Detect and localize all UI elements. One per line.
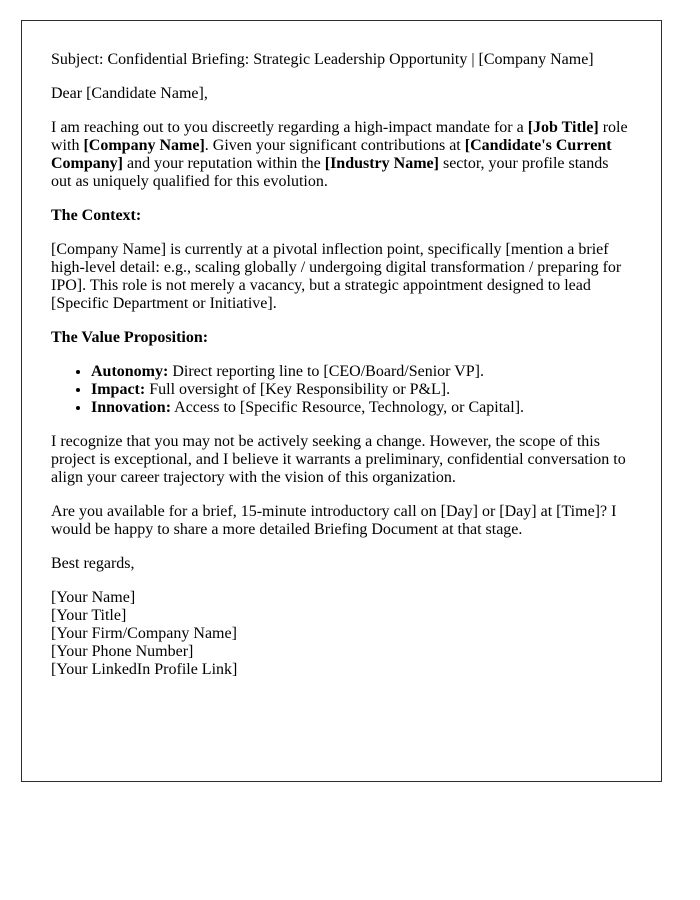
signature-line-title: [Your Title]: [51, 607, 127, 624]
signature-block: [51, 589, 632, 679]
call-to-action-paragraph: Are you available for a brief, 15-minute introductory call on [Day] or [Day] at [Time]? I would be happy to share a more detailed Briefing Document at that stage.: [51, 503, 617, 538]
email-letter-frame: [21, 20, 662, 782]
value-proposition-heading-text: The Value Proposition:: [51, 329, 209, 346]
closing-line: Best regards,: [51, 555, 135, 572]
signature-line-name: [Your Name]: [51, 589, 136, 606]
value-proposition-list: [51, 363, 632, 417]
signature-line-firm: [Your Firm/Company Name]: [51, 625, 237, 642]
context-heading: [51, 207, 632, 225]
subject-line: Subject: Confidential Briefing: Strategic Leadership Opportunity | [Company Name]: [51, 51, 594, 68]
intro-paragraph: I am reaching out to you discreetly regarding a high-impact mandate for a [Job Title] role with [Company Name]. Given your significant contributions at [Candidate's Current Company] and your reputation within the [Industry Name] sector, your profile stands out as uniquely qualified for this evolution.: [51, 119, 628, 190]
value-proposition-heading: [51, 329, 632, 347]
context-paragraph: [Company Name] is currently at a pivotal inflection point, specifically [mention a brief high-level detail: e.g., scaling globally / undergoing digital transformation / preparing for IPO]. This role is not merely a vacancy, but a strategic appointment designed to lead [Specific Department or Initiative].: [51, 241, 622, 312]
value-item-innovation: • Innovation: Access to [Specific Resource, Technology, or Capital].: [91, 399, 632, 417]
reassurance-paragraph: I recognize that you may not be actively seeking a change. However, the scope of this project is exceptional, and I believe it warrants a preliminary, confidential conversation to align your career trajectory with the vision of this organization.: [51, 433, 626, 486]
value-item-autonomy: • Autonomy: Direct reporting line to [CEO/Board/Senior VP].: [91, 363, 632, 381]
value-item-impact: • Impact: Full oversight of [Key Responsibility or P&L].: [91, 381, 632, 399]
salutation: Dear [Candidate Name],: [51, 85, 208, 102]
context-heading-text: The Context:: [51, 207, 142, 224]
signature-line-phone: [Your Phone Number]: [51, 643, 194, 660]
signature-line-linkedin: [Your LinkedIn Profile Link]: [51, 661, 238, 678]
